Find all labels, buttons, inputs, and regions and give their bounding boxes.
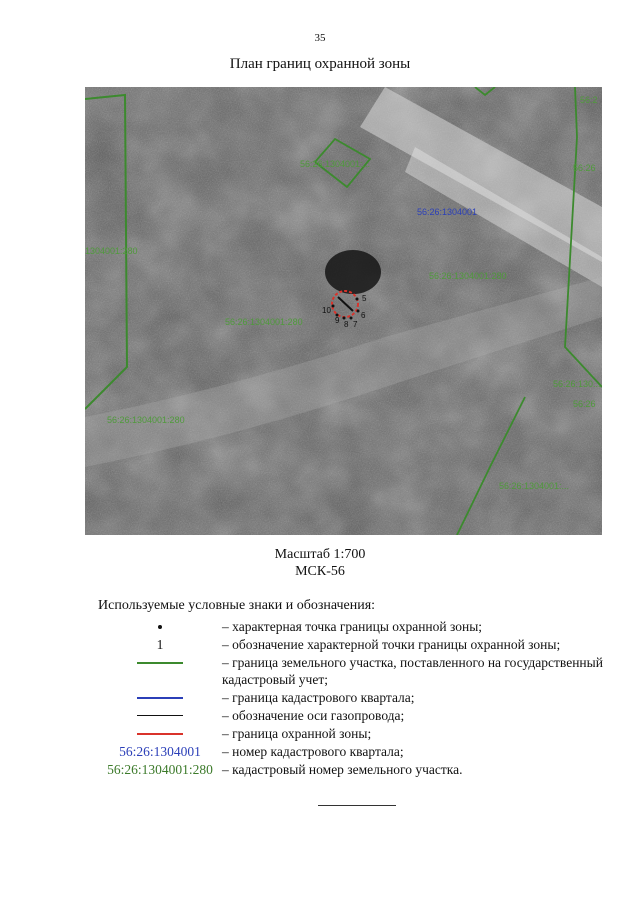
quarter-number-symbol: 56:26:1304001 [119,743,201,759]
legend-description: – кадастровый номер земельного участка. [222,762,463,777]
map-label-parcel: 56:2 [580,95,598,105]
legend-row-boundary-point [98,618,618,635]
map-label-parcel: 56:26:130... [553,379,601,389]
legend-description: – обозначение оси газопровода; [222,708,405,723]
map-label-parcel: 56:26:1304001:280 [429,271,507,281]
crs-text: МСК-56 [295,564,345,579]
point-label-7: 7 [353,320,358,329]
map-label-parcel: 56:26:1304001:... [300,159,371,169]
legend-description: – граница земельного участка, поставленного на государственный кадастровый учет; [222,655,603,687]
map-label-parcel: 56:26:1304001:280 [225,317,303,327]
point-label-8: 8 [344,320,349,329]
map-label-parcel: 56:26:1304001:280 [107,415,185,425]
legend-row-gas-axis [98,707,618,724]
map-label-parcel: 56:26 [573,399,596,409]
boundary-point-10 [332,305,335,308]
legend-heading: Используемые условные знаки и обозначения: [98,598,376,613]
legend-row-parcel-number [98,761,618,778]
gas-axis-symbol [137,715,183,716]
legend-row-protection-zone [98,725,618,742]
boundary-point-5 [356,298,359,301]
scale-block [0,546,640,580]
legend [98,618,618,779]
legend-row-parcel-boundary [98,654,618,688]
point-label-symbol: 1 [156,636,164,652]
map-image [85,87,602,535]
plan-title: План границ охранной зоны [229,56,411,72]
map-label-parcel: 56:26:1304001:... [499,481,570,491]
point-label-6: 6 [361,311,366,320]
legend-row-point-label [98,636,618,653]
point-label-9: 9 [335,316,340,325]
legend-description: – граница кадастрового квартала; [222,690,415,705]
quarter-boundary-symbol [137,697,183,699]
legend-row-quarter-boundary [98,689,618,706]
boundary-point-6 [357,310,360,313]
boundary-point-symbol [158,625,162,629]
map-label-parcel: 56:26 [573,163,596,173]
parcel-number-symbol: 56:26:1304001:280 [107,761,213,777]
legend-description: – граница охранной зоны; [222,726,372,741]
point-label-10: 10 [322,306,331,315]
page-number: 35 [314,32,326,44]
legend-description: – номер кадастрового квартала; [222,744,404,759]
legend-description: – обозначение характерной точки границы охранной зоны; [222,637,561,652]
map-label-parcel: 1304001:280 [85,246,138,256]
scale-text: Масштаб 1:700 [274,547,366,562]
point-label-5: 5 [362,294,367,303]
legend-description: – характерная точка границы охранной зоны; [222,619,483,634]
map-label-quarter: 56:26:1304001 [417,207,478,217]
map-dark-spot [325,250,381,294]
parcel-boundary-symbol [137,662,183,664]
map-canvas [85,87,602,535]
bottom-rule [318,805,396,806]
protection-zone-symbol [137,733,183,735]
legend-row-quarter-number [98,743,618,760]
